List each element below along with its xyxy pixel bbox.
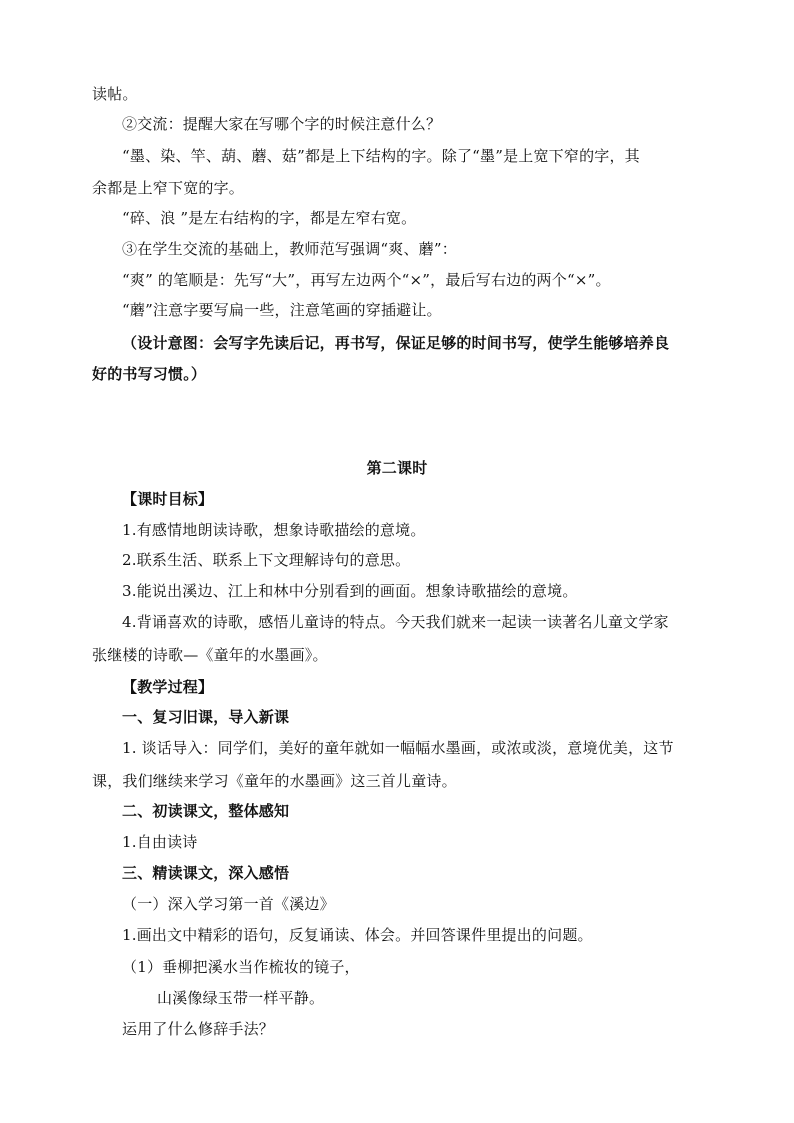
section-1-heading: 一、复习旧课，导入新课 bbox=[122, 708, 290, 726]
paragraph-exchange: ②交流：提醒大家在写哪个字的时候注意什么？ bbox=[122, 115, 442, 133]
subsection-1-item: 1.画出文中精彩的语句，反复诵读、体会。并回答课件里提出的问题。 bbox=[122, 926, 593, 944]
design-intent-line2: 好的书写习惯。） bbox=[92, 365, 207, 383]
paragraph-left-right: “碎、浪 ”是左右结构的字，都是左窄右宽。 bbox=[122, 209, 417, 227]
section-2-heading: 二、初读课文，整体感知 bbox=[122, 802, 290, 820]
paragraph-structure-line2: 余都是上窄下宽的字。 bbox=[92, 179, 245, 197]
subsection-1-heading: （一）深入学习第一首《溪边》 bbox=[122, 895, 335, 913]
paragraph-stroke-order: “爽” 的笔顺是：先写“大”，再写左边两个“×”，最后写右边的两个“×”。 bbox=[122, 271, 611, 289]
goal-item-4-line1: 4.背诵喜欢的诗歌，感悟儿童诗的特点。今天我们就来一起读一读著名儿童文学家 bbox=[122, 613, 669, 631]
paragraph-mo: “蘑”注意字要写扁一些，注意笔画的穿插避让。 bbox=[122, 301, 442, 319]
paragraph-structure-line1: “墨、染、竿、葫、蘑、菇”都是上下结构的字。除了“墨”是上宽下窄的字，其 bbox=[122, 147, 640, 165]
goal-item-3: 3.能说出溪边、江上和林中分别看到的画面。想象诗歌描绘的意境。 bbox=[122, 582, 578, 600]
poem-line-2: 山溪像绿玉带一样平静。 bbox=[157, 989, 325, 1007]
process-heading: 【教学过程】 bbox=[122, 678, 214, 696]
goal-item-2: 2.联系生活、联系上下文理解诗句的意思。 bbox=[122, 551, 411, 569]
section-1-line2: 课，我们继续来学习《童年的水墨画》这三首儿童诗。 bbox=[92, 772, 457, 790]
poem-line-1: （1）垂柳把溪水当作梳妆的镜子， bbox=[122, 958, 360, 976]
goal-item-4-line2: 张继楼的诗歌—《童年的水墨画》。 bbox=[92, 646, 328, 664]
rhetoric-question: 运用了什么修辞手法？ bbox=[122, 1020, 275, 1038]
section-3-heading: 三、精读课文，深入感悟 bbox=[122, 864, 290, 882]
design-intent-line1: （设计意图：会写字先读后记，再书写，保证足够的时间书写，使学生能够培养良 bbox=[122, 334, 670, 352]
paragraph-tail: 读帖。 bbox=[92, 85, 138, 103]
section-2-item: 1.自由读诗 bbox=[122, 833, 198, 851]
section-1-line1: 1. 谈话导入：同学们，美好的童年就如一幅幅水墨画，或浓或淡，意境优美，这节 bbox=[122, 739, 674, 757]
paragraph-demo: ③在学生交流的基础上，教师范写强调“爽、蘑”： bbox=[122, 240, 457, 258]
goal-item-1: 1.有感情地朗读诗歌，想象诗歌描绘的意境。 bbox=[122, 521, 426, 539]
lesson-title: 第二课时 bbox=[366, 459, 428, 477]
goals-heading: 【课时目标】 bbox=[122, 490, 214, 508]
